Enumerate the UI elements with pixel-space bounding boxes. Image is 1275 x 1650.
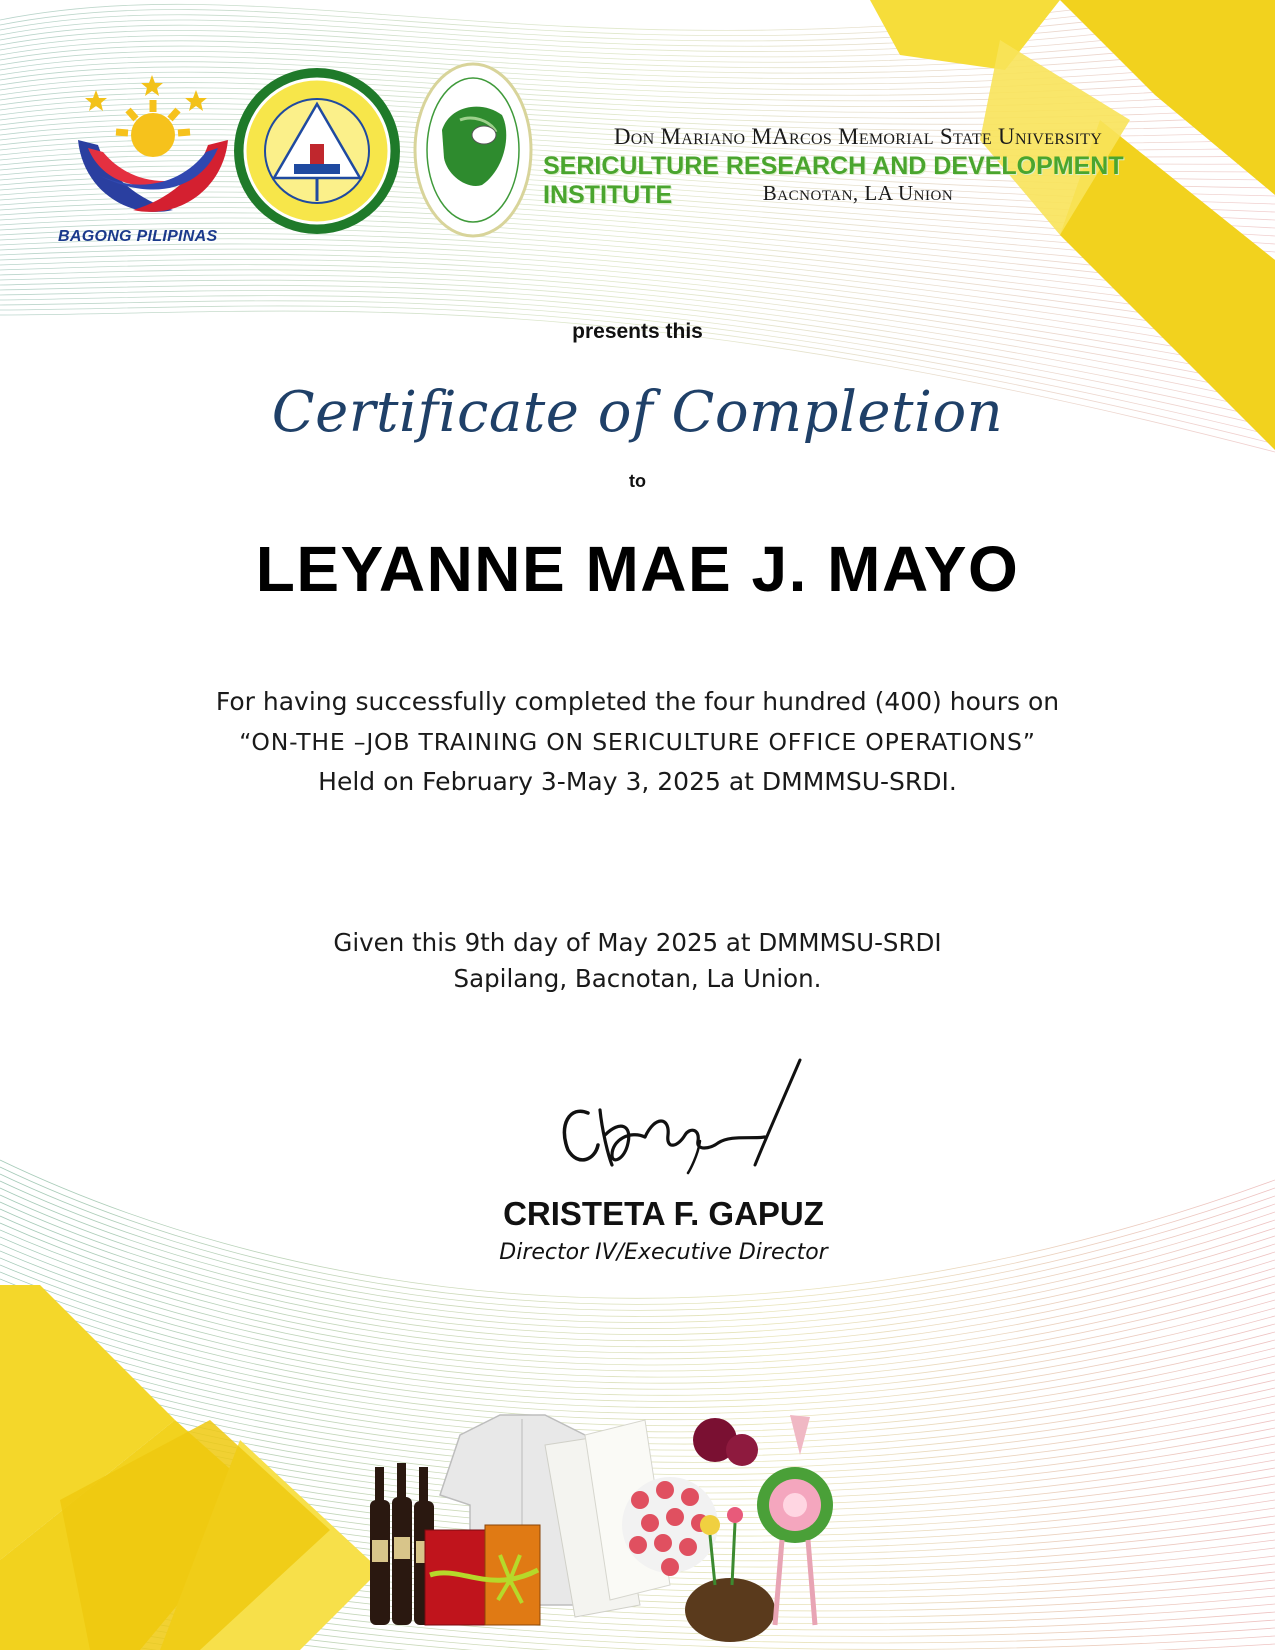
given-line-2: Sapilang, Bacnotan, La Union. bbox=[453, 964, 822, 993]
background-wave-line bbox=[0, 36, 1275, 68]
background-wave-line bbox=[0, 1167, 1275, 1304]
background-wave-line bbox=[0, 1258, 1275, 1383]
to-text: to bbox=[629, 471, 646, 491]
institute-location: Bacnotan, LA Union bbox=[762, 181, 954, 205]
bagong-pilipinas-label: BAGONG PILIPINAS bbox=[58, 228, 218, 245]
signature-image bbox=[550, 1055, 810, 1185]
background-wave-line bbox=[0, 259, 1275, 372]
bagong-pilipinas-logo bbox=[58, 70, 248, 250]
signatory-name: CRISTETA F. GAPUZ bbox=[503, 1195, 824, 1232]
signatory-title: Director IV/Executive Director bbox=[499, 1240, 828, 1265]
srdi-seal-icon bbox=[412, 60, 534, 240]
recipient-name: LEYANNE MAE J. MAYO bbox=[255, 533, 1020, 605]
sericulture-products-image bbox=[370, 1405, 870, 1650]
completion-statement bbox=[0, 682, 1275, 802]
completion-line-2: “ON-THE –JOB TRAINING ON SERICULTURE OFFICE OPERATIONS” bbox=[239, 728, 1036, 756]
background-wave-line bbox=[0, 1216, 1275, 1347]
bottom-left-yellow-panels bbox=[0, 1285, 380, 1650]
dmmmsu-seal bbox=[232, 66, 402, 236]
completion-line-3: Held on February 3-May 3, 2025 at DMMMSU-SRDI. bbox=[318, 767, 957, 796]
background-wave-line bbox=[0, 28, 1275, 62]
srdi-seal bbox=[412, 60, 534, 240]
institute-name: SERICULTURE RESEARCH AND DEVELOPMENT INSTITUTE bbox=[543, 152, 1124, 209]
given-line-1: Given this 9th day of May 2025 at DMMMSU-SRDI bbox=[333, 928, 942, 957]
bagong-pilipinas-emblem-icon bbox=[58, 70, 248, 230]
certificate-title: Certificate of Completion bbox=[271, 380, 1004, 445]
background-wave-line bbox=[0, 1251, 1275, 1377]
completion-line-1: For having successfully completed the four hundred (400) hours on bbox=[215, 687, 1060, 716]
presents-text: presents this bbox=[572, 320, 703, 343]
university-name: Don Mariano MArcos Memorial State University bbox=[613, 124, 1103, 149]
dmmmsu-seal-icon bbox=[232, 66, 402, 236]
given-statement bbox=[0, 925, 1275, 997]
